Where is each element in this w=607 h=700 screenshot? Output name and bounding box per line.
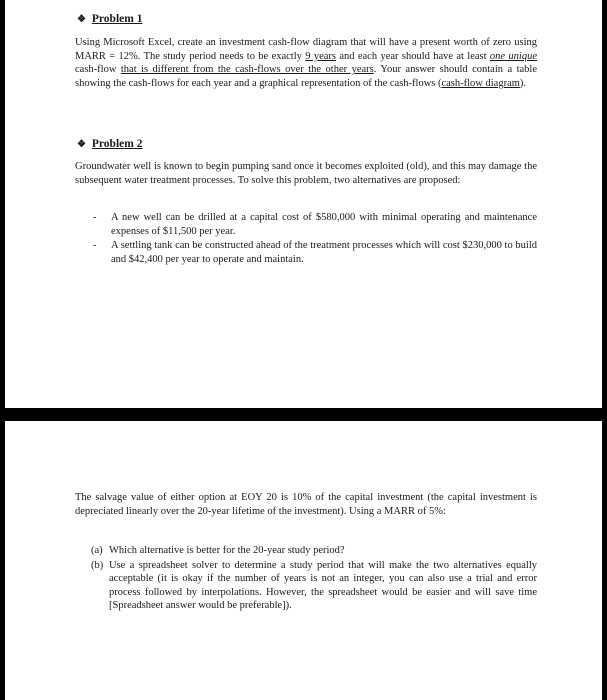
list-marker: - — [93, 212, 97, 223]
problem-2-intro: Groundwater well is known to begin pumping sand once it becomes exploited (old), and this may damage the subsequent water treatment processes. To solve this problem, two alternatives are proposed: — [75, 161, 537, 186]
problem-2-heading — [77, 137, 142, 152]
document-page-1 — [5, 0, 602, 408]
problem-1-text: Using Microsoft Excel, create an investment cash-flow diagram that will have a present worth of zero using MARR = 12%. The study period needs to be exactly 9 years and each year should have at least one unique cash-flow that is different from the cash-flows over the other years. Your answer should contain a table showing the cash-flows for each year and a graphical representation of the cash-flows (cash-flow diagram). — [75, 37, 537, 89]
problem-1-heading — [77, 12, 142, 27]
list-item: (b) Use a spreadsheet solver to determine a study period that will make the two alternatives equally acceptable (it is okay if the number of years is not an integer, you can also use a trial and error process followed by interpolations. However, the spreadsheet would be easier and will save time [Spreadsheet answer would be preferable]). — [91, 559, 537, 612]
alternatives-list — [93, 211, 537, 267]
list-item: (a) Which alternative is better for the 20-year study period? — [91, 545, 345, 556]
list-marker: - — [93, 240, 97, 252]
list-marker: (b) — [91, 559, 104, 571]
questions-list — [91, 544, 537, 614]
problem-2-title: Problem 2 — [91, 138, 143, 150]
list-marker: (a) — [91, 545, 103, 556]
document-page-2 — [5, 421, 602, 700]
salvage-paragraph: The salvage value of either option at EOY 20 is 10% of the capital investment (the capital investment is depreciated linearly over the 20-year lifetime of the investment). Using a MARR of 5%: — [75, 492, 537, 517]
problem-1-title: Problem 1 — [91, 13, 143, 25]
diamond-bullet-icon: ❖ — [77, 14, 86, 25]
diamond-bullet-icon: ❖ — [77, 139, 86, 150]
list-item: - A settling tank can be constructed ahead of the treatment processes which will cost $230,000 to build and $42,400 per year to operate and maintain. — [93, 240, 537, 265]
list-item: - A new well can be drilled at a capital cost of $580,000 with minimal operating and maintenance expenses of $11,500 per year. — [93, 212, 537, 237]
